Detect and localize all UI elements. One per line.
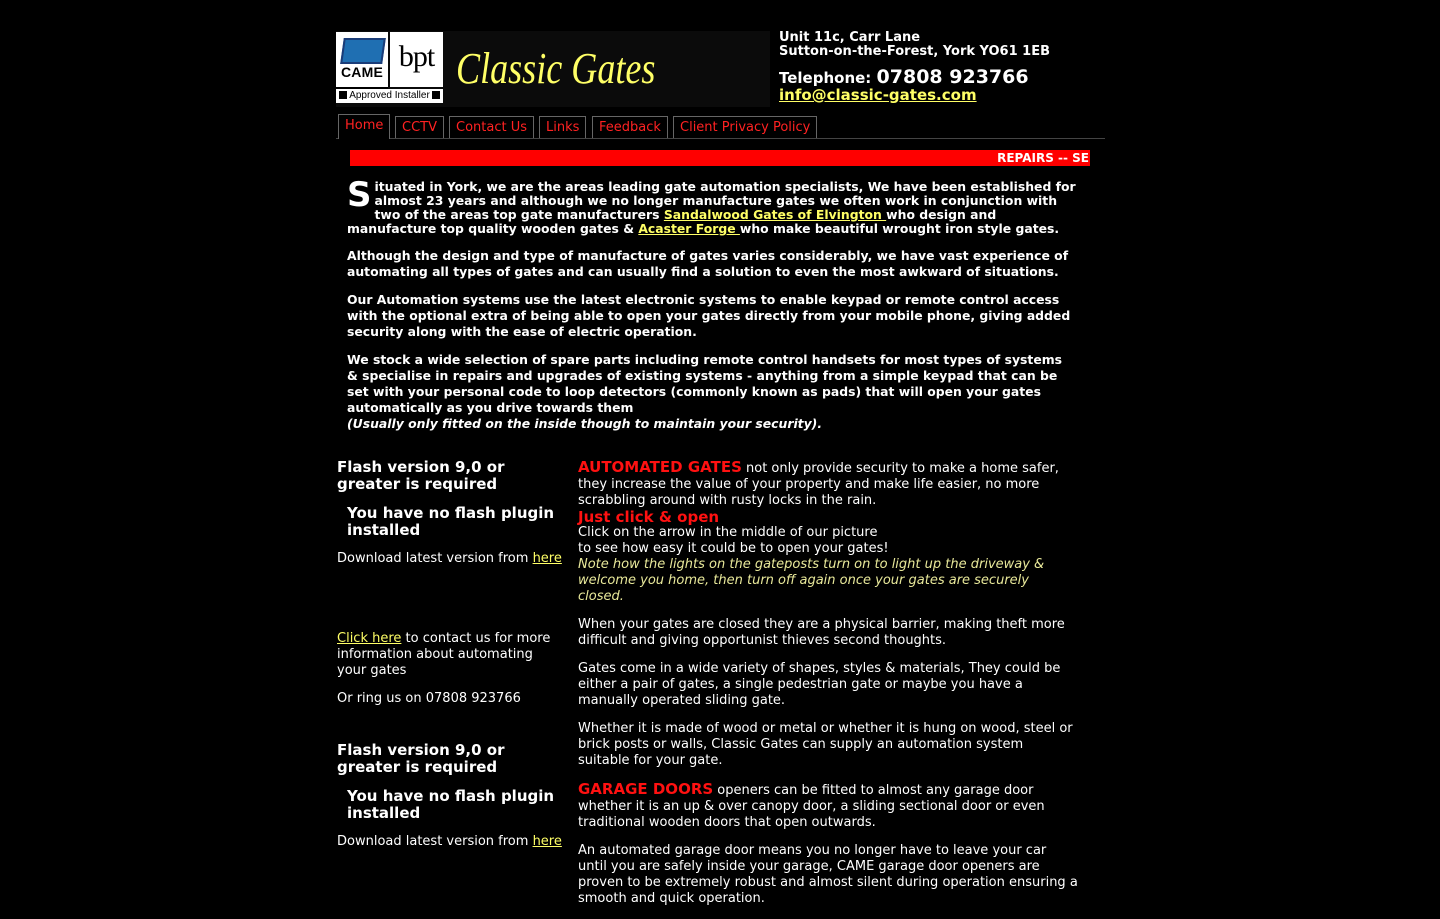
address-line-2: Sutton-on-the-Forest, York YO61 1EB	[779, 44, 1051, 59]
ring-us-text: Or ring us on 07808 923766	[337, 691, 521, 706]
tab-client-privacy-policy[interactable]: Client Privacy Policy	[673, 116, 817, 138]
approved-installer-text: Approved Installer	[349, 90, 430, 101]
contact-prompt	[337, 631, 562, 679]
acaster-forge-link[interactable]: Acaster Forge	[638, 221, 740, 236]
flash-download-label: Download latest version from	[337, 551, 533, 566]
tab-links[interactable]: Links	[539, 116, 586, 138]
main-nav	[336, 114, 1105, 139]
contact-block	[779, 31, 1050, 102]
intro-paragraph-3: Our Automation systems use the latest electronic systems to enable keypad or remote control access with the optional extra of being able to open your gates directly from your mobile phone, giving added security along with the ease of electric operation.	[347, 292, 1071, 339]
lights-note: Note how the lights on the gateposts turn on to light up the driveway & welcome you home, then turn off again once your gates are securely closed.	[578, 557, 1045, 604]
address-line-1: Unit 11c, Carr Lane	[779, 30, 921, 45]
square-icon	[432, 91, 440, 99]
page-container	[336, 30, 1105, 906]
bpt-logo-text: bpt	[398, 40, 435, 73]
gates-variety-paragraph: Gates come in a wide variety of shapes, styles & materials, They could be either a pair of gates, a single pedestrian gate or maybe you have a manually operated sliding gate.	[578, 661, 1061, 708]
bpt-logo	[390, 32, 443, 87]
flash-download-link-2[interactable]: here	[532, 834, 562, 849]
flash-download-text-2	[337, 834, 562, 850]
tab-contact-us[interactable]: Contact Us	[449, 116, 534, 138]
no-flash-heading: You have no flash plugin installed	[347, 504, 555, 539]
garage-automation-paragraph: An automated garage door means you no longer have to leave your car until you are safely inside your garage, CAME garage door openers are proven to be extremely robust and almost silent during operation ensuring a smooth and quick operation.	[578, 843, 1078, 906]
flash-required-heading-2: Flash version 9,0 or greater is required	[337, 741, 505, 776]
click-instruction-2: to see how easy it could be to open your gates!	[578, 541, 889, 556]
flash-download-link[interactable]: here	[532, 551, 562, 566]
garage-doors-heading: GARAGE DOORS	[578, 780, 714, 798]
drop-cap: S	[347, 175, 372, 215]
flash-download-label-2: Download latest version from	[337, 834, 533, 849]
gates-closed-paragraph: When your gates are closed they are a physical barrier, making theft more difficult and giving opportunist thieves second thoughts.	[578, 617, 1065, 648]
telephone-number: 07808 923766	[876, 66, 1029, 88]
garage-doors-paragraph	[578, 781, 1078, 831]
approved-installer-label	[336, 89, 443, 103]
intro-text	[347, 175, 1077, 432]
intro-paragraph-2: Although the design and type of manufacture of gates varies considerably, we have vast experience of automating all types of gates and can usually find a solution to even the most awkward of situations.	[347, 248, 1069, 279]
came-logo-shape	[340, 38, 386, 64]
ticker-text: REPAIRS -- SE	[997, 151, 1089, 165]
email-link[interactable]: info@classic-gates.com	[779, 86, 977, 104]
click-instruction-1: Click on the arrow in the middle of our picture	[578, 525, 878, 540]
telephone	[779, 66, 1050, 88]
automated-gates-paragraph	[578, 459, 1078, 509]
intro-text-segment: who make beautiful wrought iron style gates.	[739, 221, 1060, 236]
garage-doors-text: openers can be fitted to almost any garage door whether it is an up & over canopy door, a sliding sectional door or even traditional wooden doors that open outwards.	[578, 783, 1045, 830]
sandalwood-gates-link[interactable]: Sandalwood Gates of Elvington	[663, 207, 887, 222]
tab-home[interactable]: Home	[338, 114, 390, 139]
right-column	[578, 459, 1078, 919]
intro-text-segment: ituated in York, we are the areas leading gate automation specialists, We have been established for almost 23 years and although we no longer manufacture gates we often work in conjunction with two of the areas top gate manufacturers	[374, 179, 1076, 222]
square-icon	[339, 91, 347, 99]
scrolling-ticker	[350, 150, 1090, 166]
intro-paragraph-1	[347, 175, 1077, 236]
no-flash-heading-2: You have no flash plugin installed	[347, 787, 555, 822]
automated-gates-text: not only provide security to make a home safer, they increase the value of your property and make life easier, no more scrabbling around with rusty locks in the rain.	[578, 461, 1059, 508]
left-column	[337, 459, 562, 850]
came-logo-text: CAME	[340, 64, 384, 80]
site-header	[336, 31, 1105, 107]
logo-banner	[336, 31, 770, 107]
tab-feedback[interactable]: Feedback	[592, 116, 668, 138]
telephone-label: Telephone:	[779, 69, 872, 87]
intro-text-segment: We stock a wide selection of spare parts including remote control handsets for most types of systems & specialise in repairs and upgrades of existing systems - anything from a simple keypad that can be set with your personal code to loop detectors (commonly known as pads) that will open your gates automatically as you drive towards them	[347, 352, 1063, 415]
automated-gates-heading: AUTOMATED GATES	[578, 458, 742, 476]
tab-cctv[interactable]: CCTV	[395, 116, 444, 138]
brand-name: Classic Gates	[456, 44, 656, 93]
flash-required-heading: Flash version 9,0 or greater is required	[337, 458, 505, 493]
contact-prompt-text: to contact us for more information about automating your gates	[337, 631, 551, 678]
intro-paragraph-4	[347, 352, 1077, 432]
came-logo	[336, 32, 388, 89]
gates-material-paragraph: Whether it is made of wood or metal or whether it is hung on wood, steel or brick posts or walls, Classic Gates can supply an automation system suitable for your gate.	[578, 721, 1073, 768]
click-here-link[interactable]: Click here	[337, 631, 402, 646]
flash-download-text	[337, 551, 562, 567]
intro-text-segment: who design and manufacture top quality wooden gates &	[347, 207, 997, 236]
just-click-heading: Just click & open	[578, 508, 720, 526]
intro-note: (Usually only fitted on the inside though to maintain your security).	[347, 416, 823, 431]
